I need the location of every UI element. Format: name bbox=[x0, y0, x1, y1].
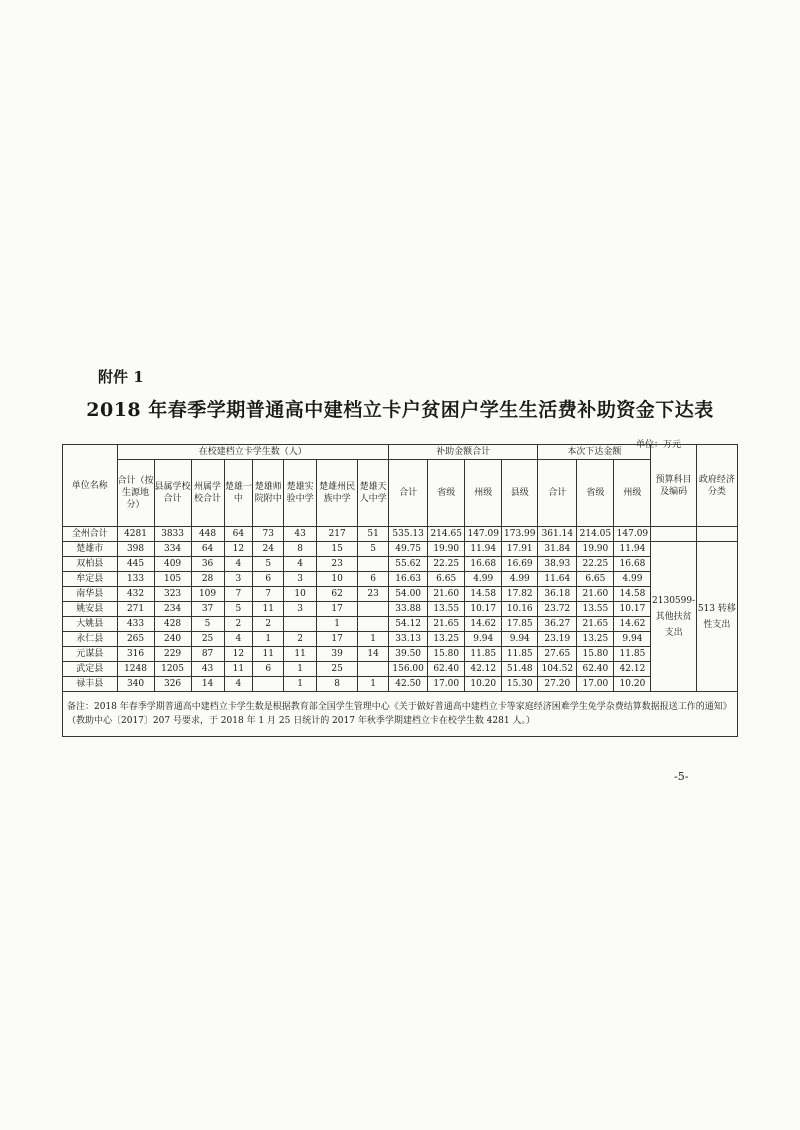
table-cell: 22.25 bbox=[428, 557, 465, 572]
table-cell: 17 bbox=[317, 632, 358, 647]
table-cell: 27.65 bbox=[538, 647, 577, 662]
table-cell: 62 bbox=[317, 587, 358, 602]
table-cell: 361.14 bbox=[538, 527, 577, 542]
table-cell: 17.00 bbox=[428, 677, 465, 692]
table-cell: 14.62 bbox=[465, 617, 502, 632]
row-unit-name: 大姚县 bbox=[63, 617, 118, 632]
table-cell: 409 bbox=[154, 557, 191, 572]
table-cell: 13.25 bbox=[577, 632, 614, 647]
table-cell: 13.25 bbox=[428, 632, 465, 647]
table-cell: 54.00 bbox=[389, 587, 428, 602]
table-cell: 1 bbox=[317, 617, 358, 632]
table-cell: 7 bbox=[224, 587, 253, 602]
table-cell: 2 bbox=[284, 632, 317, 647]
table-cell: 21.60 bbox=[428, 587, 465, 602]
row-unit-name: 南华县 bbox=[63, 587, 118, 602]
table-cell: 214.65 bbox=[428, 527, 465, 542]
table-cell: 2 bbox=[253, 617, 284, 632]
table-cell: 27.20 bbox=[538, 677, 577, 692]
table-cell: 9.94 bbox=[502, 632, 538, 647]
table-cell: 316 bbox=[117, 647, 154, 662]
table-cell: 428 bbox=[154, 617, 191, 632]
table-cell: 5 bbox=[224, 602, 253, 617]
table-cell: 36 bbox=[191, 557, 224, 572]
table-cell: 4 bbox=[284, 557, 317, 572]
table-cell: 1 bbox=[358, 677, 389, 692]
table-row bbox=[63, 542, 738, 557]
table-cell: 16.68 bbox=[614, 557, 651, 572]
table-cell: 14.58 bbox=[614, 587, 651, 602]
table-cell: 11.85 bbox=[465, 647, 502, 662]
table-cell: 64 bbox=[224, 527, 253, 542]
table-cell: 9.94 bbox=[465, 632, 502, 647]
table-cell: 11.85 bbox=[614, 647, 651, 662]
table-cell: 15.80 bbox=[428, 647, 465, 662]
table-cell: 14 bbox=[358, 647, 389, 662]
table-cell bbox=[358, 557, 389, 572]
table-cell: 535.13 bbox=[389, 527, 428, 542]
table-cell bbox=[358, 617, 389, 632]
table-cell: 62.40 bbox=[428, 662, 465, 677]
header-student-col: 楚雄一中 bbox=[224, 460, 253, 527]
table-cell: 17 bbox=[317, 602, 358, 617]
table-cell: 271 bbox=[117, 602, 154, 617]
header-student-col: 县属学校合计 bbox=[154, 460, 191, 527]
table-cell: 5 bbox=[191, 617, 224, 632]
table-cell: 240 bbox=[154, 632, 191, 647]
row-unit-name: 双柏县 bbox=[63, 557, 118, 572]
table-cell: 10.20 bbox=[614, 677, 651, 692]
table-cell: 11.94 bbox=[614, 542, 651, 557]
header-issue-col: 省级 bbox=[577, 460, 614, 527]
table-cell: 11 bbox=[253, 647, 284, 662]
table-cell: 6 bbox=[358, 572, 389, 587]
table-cell: 11.94 bbox=[465, 542, 502, 557]
table-cell: 14.58 bbox=[465, 587, 502, 602]
table-cell: 15 bbox=[317, 542, 358, 557]
table-cell: 25 bbox=[191, 632, 224, 647]
econ-class-value: 513 转移性支出 bbox=[696, 542, 737, 692]
table-cell: 10.16 bbox=[502, 602, 538, 617]
table-cell: 21.60 bbox=[577, 587, 614, 602]
table-cell: 16.69 bbox=[502, 557, 538, 572]
blank-cell bbox=[696, 527, 737, 542]
table-cell: 23.72 bbox=[538, 602, 577, 617]
table-cell: 15.30 bbox=[502, 677, 538, 692]
table-cell: 51.48 bbox=[502, 662, 538, 677]
header-subsidy-col: 合计 bbox=[389, 460, 428, 527]
table-cell: 173.99 bbox=[502, 527, 538, 542]
attachment-label: 附件 1 bbox=[98, 368, 144, 386]
table-row bbox=[63, 587, 738, 602]
table-cell: 8 bbox=[284, 542, 317, 557]
page-number: -5- bbox=[674, 770, 689, 783]
header-subsidy-col: 州级 bbox=[465, 460, 502, 527]
table-cell: 10 bbox=[284, 587, 317, 602]
row-unit-name: 全州合计 bbox=[63, 527, 118, 542]
table-cell: 6 bbox=[253, 662, 284, 677]
table-cell: 21.65 bbox=[577, 617, 614, 632]
table-cell: 22.25 bbox=[577, 557, 614, 572]
unit-label: 单位：万元 bbox=[636, 440, 682, 450]
table-cell: 5 bbox=[358, 542, 389, 557]
table-cell: 38.93 bbox=[538, 557, 577, 572]
table-cell: 4281 bbox=[117, 527, 154, 542]
table-cell: 55.62 bbox=[389, 557, 428, 572]
table-cell: 147.09 bbox=[465, 527, 502, 542]
header-student-col: 州属学校合计 bbox=[191, 460, 224, 527]
header-student-col: 楚雄实验中学 bbox=[284, 460, 317, 527]
table-cell: 105 bbox=[154, 572, 191, 587]
table-row bbox=[63, 557, 738, 572]
table-cell: 7 bbox=[253, 587, 284, 602]
header-unit-name: 单位名称 bbox=[63, 445, 118, 527]
table-cell: 17.85 bbox=[502, 617, 538, 632]
table-cell: 398 bbox=[117, 542, 154, 557]
table-cell: 3833 bbox=[154, 527, 191, 542]
table-cell: 43 bbox=[284, 527, 317, 542]
table-cell: 10.20 bbox=[465, 677, 502, 692]
table-cell: 265 bbox=[117, 632, 154, 647]
header-subsidy-group: 补助金额合计 bbox=[389, 445, 538, 460]
table-cell: 445 bbox=[117, 557, 154, 572]
table-cell: 10 bbox=[317, 572, 358, 587]
header-issue-group: 本次下达金额 bbox=[538, 445, 651, 460]
table-note: 备注：2018 年春季学期普通高中建档立卡学生数是根据教育部全国学生管理中心《关于做好普通高中建档立卡等家庭经济困难学生免学杂费结算数据报送工作的通知》（教助中心〔2017〕207 号要求，于 2018 年 1 月 25 日统计的 2017 年秋季学期建档立卡在校学生数 4281 人。） bbox=[63, 692, 738, 737]
table-row bbox=[63, 617, 738, 632]
table-cell: 1 bbox=[253, 632, 284, 647]
table-cell: 10.17 bbox=[614, 602, 651, 617]
table-cell: 13.55 bbox=[577, 602, 614, 617]
table-cell: 432 bbox=[117, 587, 154, 602]
table-cell: 11 bbox=[224, 662, 253, 677]
header-budget-code: 预算科目及编码 bbox=[651, 445, 696, 527]
table-row bbox=[63, 527, 738, 542]
table-cell: 5 bbox=[253, 557, 284, 572]
document-title: 2018 年春季学期普通高中建档立卡户贫困户学生生活费补助资金下达表 bbox=[86, 399, 714, 421]
table-cell: 12 bbox=[224, 542, 253, 557]
table-cell: 229 bbox=[154, 647, 191, 662]
table-cell: 17.82 bbox=[502, 587, 538, 602]
table-cell: 147.09 bbox=[614, 527, 651, 542]
table-cell: 4 bbox=[224, 632, 253, 647]
table-cell: 17.00 bbox=[577, 677, 614, 692]
header-student-col: 楚雄州民族中学 bbox=[317, 460, 358, 527]
table-cell: 36.27 bbox=[538, 617, 577, 632]
table-cell: 51 bbox=[358, 527, 389, 542]
table-cell bbox=[358, 602, 389, 617]
header-student-col: 合计（按生源地分） bbox=[117, 460, 154, 527]
table-cell: 9.94 bbox=[614, 632, 651, 647]
header-issue-col: 合计 bbox=[538, 460, 577, 527]
table-cell: 37 bbox=[191, 602, 224, 617]
table-cell: 6.65 bbox=[428, 572, 465, 587]
table-cell: 1205 bbox=[154, 662, 191, 677]
table-row bbox=[63, 632, 738, 647]
table-cell: 14 bbox=[191, 677, 224, 692]
table-cell: 4.99 bbox=[465, 572, 502, 587]
header-econ-class: 政府经济分类 bbox=[696, 445, 737, 527]
table-cell: 23.19 bbox=[538, 632, 577, 647]
table-cell: 448 bbox=[191, 527, 224, 542]
table-cell bbox=[253, 677, 284, 692]
table-cell: 62.40 bbox=[577, 662, 614, 677]
table-cell: 340 bbox=[117, 677, 154, 692]
table-cell: 87 bbox=[191, 647, 224, 662]
table-cell: 3 bbox=[284, 602, 317, 617]
table-cell: 1 bbox=[358, 632, 389, 647]
table-cell: 4 bbox=[224, 557, 253, 572]
table-cell bbox=[358, 662, 389, 677]
table-cell: 433 bbox=[117, 617, 154, 632]
table-cell: 54.12 bbox=[389, 617, 428, 632]
table-cell: 11.85 bbox=[502, 647, 538, 662]
table-cell: 16.63 bbox=[389, 572, 428, 587]
table-cell: 42.12 bbox=[465, 662, 502, 677]
header-student-col: 楚雄师院附中 bbox=[253, 460, 284, 527]
table-cell: 64 bbox=[191, 542, 224, 557]
table-cell: 43 bbox=[191, 662, 224, 677]
table-cell: 23 bbox=[358, 587, 389, 602]
table-cell: 28 bbox=[191, 572, 224, 587]
table-cell: 73 bbox=[253, 527, 284, 542]
table-cell: 13.55 bbox=[428, 602, 465, 617]
table-cell: 8 bbox=[317, 677, 358, 692]
header-subsidy-col: 县级 bbox=[502, 460, 538, 527]
subsidy-table bbox=[62, 444, 738, 737]
table-cell bbox=[284, 617, 317, 632]
table-cell: 4 bbox=[224, 677, 253, 692]
table-cell: 3 bbox=[284, 572, 317, 587]
table-cell: 23 bbox=[317, 557, 358, 572]
table-cell: 10.17 bbox=[465, 602, 502, 617]
row-unit-name: 禄丰县 bbox=[63, 677, 118, 692]
table-cell: 39 bbox=[317, 647, 358, 662]
table-cell: 3 bbox=[224, 572, 253, 587]
table-cell: 1248 bbox=[117, 662, 154, 677]
table-cell: 17.91 bbox=[502, 542, 538, 557]
row-unit-name: 楚雄市 bbox=[63, 542, 118, 557]
table-cell: 11 bbox=[284, 647, 317, 662]
table-cell: 25 bbox=[317, 662, 358, 677]
table-cell: 19.90 bbox=[428, 542, 465, 557]
table-cell: 2 bbox=[224, 617, 253, 632]
table-cell: 21.65 bbox=[428, 617, 465, 632]
table-cell: 42.12 bbox=[614, 662, 651, 677]
table-cell: 217 bbox=[317, 527, 358, 542]
table-cell: 19.90 bbox=[577, 542, 614, 557]
table-cell: 4.99 bbox=[614, 572, 651, 587]
row-unit-name: 牟定县 bbox=[63, 572, 118, 587]
table-cell: 11 bbox=[253, 602, 284, 617]
row-unit-name: 姚安县 bbox=[63, 602, 118, 617]
header-subsidy-col: 省级 bbox=[428, 460, 465, 527]
table-cell: 214.05 bbox=[577, 527, 614, 542]
table-cell: 24 bbox=[253, 542, 284, 557]
table-cell: 33.88 bbox=[389, 602, 428, 617]
table-row bbox=[63, 572, 738, 587]
table-cell: 15.80 bbox=[577, 647, 614, 662]
table-row bbox=[63, 677, 738, 692]
table-row bbox=[63, 602, 738, 617]
header-issue-col: 州级 bbox=[614, 460, 651, 527]
table-cell: 1 bbox=[284, 662, 317, 677]
table-cell: 31.84 bbox=[538, 542, 577, 557]
table-cell: 49.75 bbox=[389, 542, 428, 557]
table-cell: 6.65 bbox=[577, 572, 614, 587]
row-unit-name: 元谋县 bbox=[63, 647, 118, 662]
table-cell: 6 bbox=[253, 572, 284, 587]
table-cell: 16.68 bbox=[465, 557, 502, 572]
table-cell: 4.99 bbox=[502, 572, 538, 587]
table-cell: 104.52 bbox=[538, 662, 577, 677]
table-cell: 33.13 bbox=[389, 632, 428, 647]
budget-code-value: 2130599-其他扶贫支出 bbox=[651, 542, 696, 692]
table-cell: 133 bbox=[117, 572, 154, 587]
table-cell: 109 bbox=[191, 587, 224, 602]
blank-cell bbox=[651, 527, 696, 542]
table-row bbox=[63, 647, 738, 662]
row-unit-name: 武定县 bbox=[63, 662, 118, 677]
table-cell: 156.00 bbox=[389, 662, 428, 677]
header-students-group: 在校建档立卡学生数（人） bbox=[117, 445, 389, 460]
table-cell: 12 bbox=[224, 647, 253, 662]
table-cell: 14.62 bbox=[614, 617, 651, 632]
header-student-col: 楚雄天人中学 bbox=[358, 460, 389, 527]
table-row bbox=[63, 662, 738, 677]
table-cell: 42.50 bbox=[389, 677, 428, 692]
table-cell: 323 bbox=[154, 587, 191, 602]
table-cell: 326 bbox=[154, 677, 191, 692]
table-cell: 39.50 bbox=[389, 647, 428, 662]
table-cell: 11.64 bbox=[538, 572, 577, 587]
table-cell: 234 bbox=[154, 602, 191, 617]
table-cell: 334 bbox=[154, 542, 191, 557]
row-unit-name: 永仁县 bbox=[63, 632, 118, 647]
table-cell: 36.18 bbox=[538, 587, 577, 602]
table-cell: 1 bbox=[284, 677, 317, 692]
